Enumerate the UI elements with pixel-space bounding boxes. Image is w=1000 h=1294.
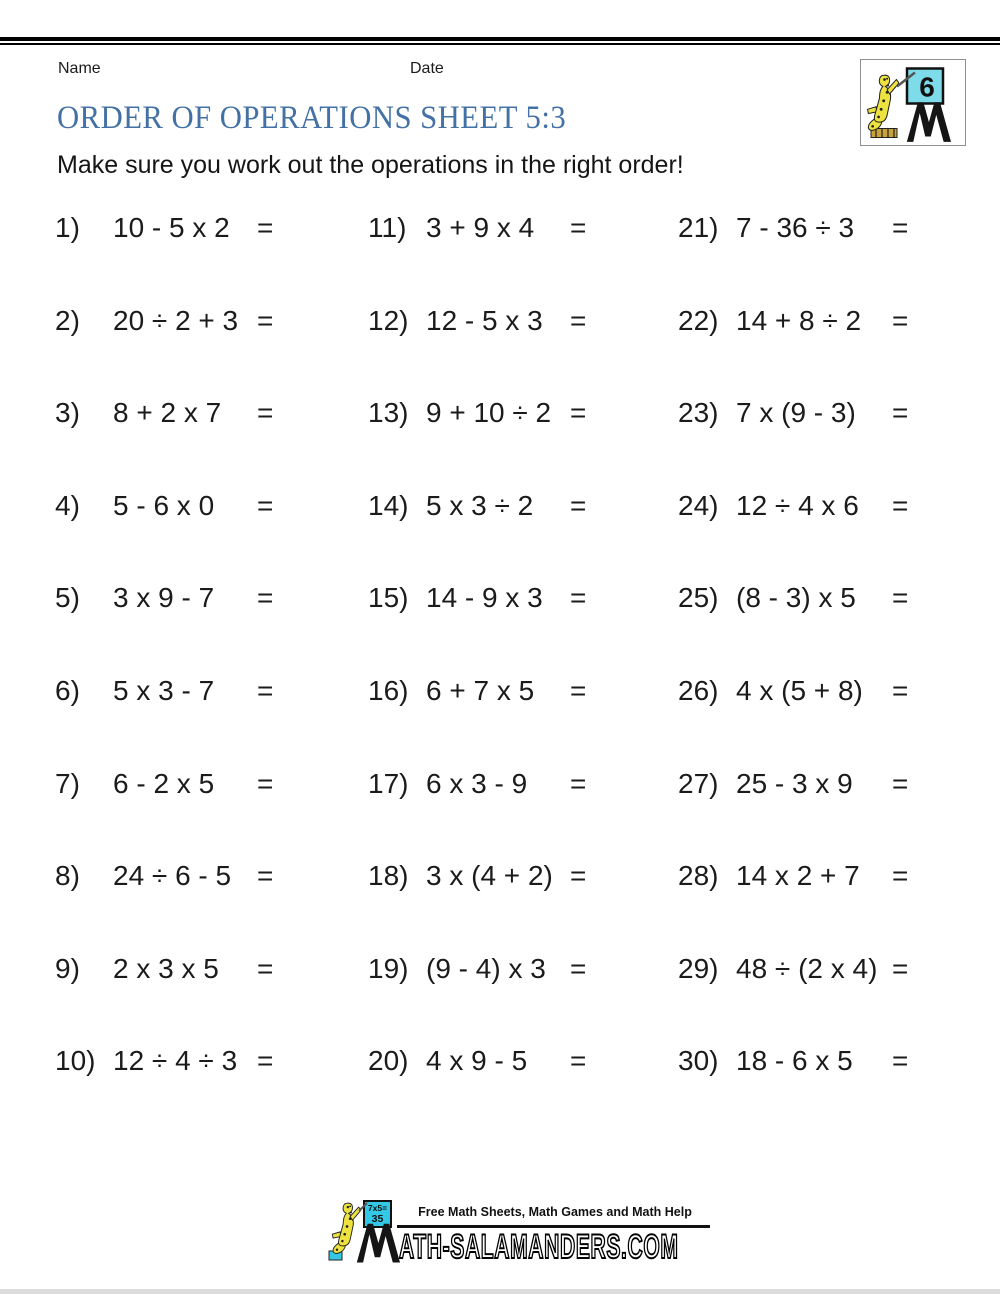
equals-sign: = [570,489,587,521]
problem-item [678,953,967,1046]
problem-item [55,953,368,1046]
problem-expression: 7 x (9 - 3) [736,397,856,429]
sign-equation-line2: 35 [371,1213,384,1225]
problem-expression: 6 x 3 - 9 [426,767,528,799]
problem-item [678,768,967,861]
problem-item [678,860,967,953]
problem-expression: 14 x 2 + 7 [736,860,860,892]
equals-sign: = [892,212,909,243]
equals-sign: = [570,212,587,243]
problem-number: 17) [368,767,409,799]
problem-number: 20) [368,1045,409,1077]
equals-sign: = [892,767,909,799]
problem-expression: 6 + 7 x 5 [426,674,535,706]
problem-expression: 4 x (5 + 8) [736,674,863,706]
problem-expression: 8 + 2 x 7 [113,397,222,429]
problem-expression: 3 x 9 - 7 [113,582,215,614]
equals-sign: = [892,952,909,984]
problem-number: 11) [368,212,407,243]
equals-sign: = [257,582,274,614]
top-rule-thick [0,37,1000,41]
equals-sign: = [892,860,909,892]
problem-number: 2) [55,304,80,336]
problem-item [368,768,678,861]
problem-number: 8) [55,860,80,892]
problem-item [55,582,368,675]
top-rule-thin [0,43,1000,45]
problem-expression: 3 + 9 x 4 [426,212,535,243]
equals-sign: = [892,674,909,706]
problem-number: 21) [678,212,719,243]
problem-item [55,305,368,398]
problem-number: 13) [368,397,409,429]
problem-item [55,212,368,305]
problem-number: 4) [55,489,80,521]
problem-number: 7) [55,767,80,799]
equals-sign: = [892,397,909,429]
problem-item [368,490,678,583]
problem-number: 18) [368,860,409,892]
name-label: Name [58,60,101,77]
problem-expression: (9 - 4) x 3 [426,952,546,984]
problem-expression: 25 - 3 x 9 [736,767,853,799]
equals-sign: = [570,397,587,429]
problem-expression: (8 - 3) x 5 [736,582,856,614]
problem-number: 9) [55,952,80,984]
problem-number: 19) [368,952,409,984]
problem-item [368,1045,678,1138]
problem-number: 25) [678,582,719,614]
problem-item [678,675,967,768]
grade-badge [860,59,966,146]
equals-sign: = [257,304,274,336]
problem-expression: 24 ÷ 6 - 5 [113,860,232,892]
problem-item [55,860,368,953]
problem-number: 29) [678,952,719,984]
problem-item [368,305,678,398]
problem-expression: 5 x 3 - 7 [113,674,215,706]
problem-item [55,675,368,768]
problem-item [678,1045,967,1138]
problem-expression: 5 - 6 x 0 [113,489,215,521]
problem-number: 22) [678,304,719,336]
problem-number: 3) [55,397,80,429]
problem-expression: 48 ÷ (2 x 4) [736,952,878,984]
instruction-text: Make sure you work out the operations in the right order! [57,151,684,179]
problem-item [368,953,678,1046]
problem-expression: 12 ÷ 4 x 6 [736,489,859,521]
equals-sign: = [257,952,274,984]
equals-sign: = [892,304,909,336]
salamander-icon [332,1203,361,1253]
problem-number: 30) [678,1045,719,1077]
problem-item [678,397,967,490]
problem-item [678,582,967,675]
problem-item [368,397,678,490]
problem-expression: 2 x 3 x 5 [113,952,219,984]
problem-item [368,582,678,675]
problem-item [55,490,368,583]
equals-sign: = [892,1045,909,1077]
problem-expression: 18 - 6 x 5 [736,1045,853,1077]
equals-sign: = [570,767,587,799]
page-bottom-edge [0,1289,1000,1294]
problem-item [678,490,967,583]
problem-number: 15) [368,582,409,614]
salamander-icon [868,75,899,130]
equals-sign: = [570,582,587,614]
problem-item [368,212,678,305]
problem-number: 14) [368,489,409,521]
problem-item [55,397,368,490]
problem-number: 10) [55,1045,96,1077]
page-title: ORDER OF OPERATIONS SHEET 5:3 [57,100,567,136]
date-label: Date [410,60,444,77]
problem-expression: 7 - 36 ÷ 3 [736,212,855,243]
problem-expression: 14 - 9 x 3 [426,582,543,614]
problem-expression: 10 - 5 x 2 [113,212,230,243]
footer-logo-graphic [328,1197,406,1267]
footer-tagline: Free Math Sheets, Math Games and Math Help [418,1205,692,1219]
brand-initial-m [357,1224,400,1263]
problem-expression: 4 x 9 - 5 [426,1045,528,1077]
problem-expression: 6 - 2 x 5 [113,767,215,799]
problem-item [678,212,967,305]
problem-expression: 12 - 5 x 3 [426,304,543,336]
problem-expression: 3 x (4 + 2) [426,860,553,892]
problem-number: 27) [678,767,719,799]
problem-expression: 12 ÷ 4 ÷ 3 [113,1045,238,1077]
problem-number: 5) [55,582,80,614]
grade-badge-graphic [861,60,965,145]
problem-item [55,1045,368,1138]
problem-expression: 14 + 8 ÷ 2 [736,304,862,336]
equals-sign: = [257,767,274,799]
problem-number: 16) [368,674,409,706]
problem-number: 28) [678,860,719,892]
equals-sign: = [892,582,909,614]
problem-number: 6) [55,674,80,706]
equals-sign: = [570,952,587,984]
problem-number: 1) [55,212,80,243]
equals-sign: = [257,860,274,892]
equals-sign: = [892,489,909,521]
problem-number: 26) [678,674,719,706]
brand-wordmark: ATH-SALAMANDERS.COM [399,1228,679,1266]
problem-expression: 20 ÷ 2 + 3 [113,304,239,336]
problem-item [368,675,678,768]
problem-number: 12) [368,304,409,336]
problem-expression: 5 x 3 ÷ 2 [426,489,534,521]
problems-grid [55,212,967,1138]
equals-sign: = [257,397,274,429]
equals-sign: = [257,489,274,521]
equals-sign: = [257,674,274,706]
equals-sign: = [257,1045,274,1077]
problem-item [368,860,678,953]
problem-item [55,768,368,861]
badge-m-letter [907,102,951,142]
problem-number: 23) [678,397,719,429]
badge-grade-number: 6 [919,71,935,103]
equals-sign: = [570,674,587,706]
problem-item [678,305,967,398]
problem-number: 24) [678,489,719,521]
equals-sign: = [257,212,274,243]
equals-sign: = [570,304,587,336]
equals-sign: = [570,860,587,892]
problem-expression: 9 + 10 ÷ 2 [426,397,552,429]
equals-sign: = [570,1045,587,1077]
sign-equation-line1: 7x5= [367,1203,388,1213]
